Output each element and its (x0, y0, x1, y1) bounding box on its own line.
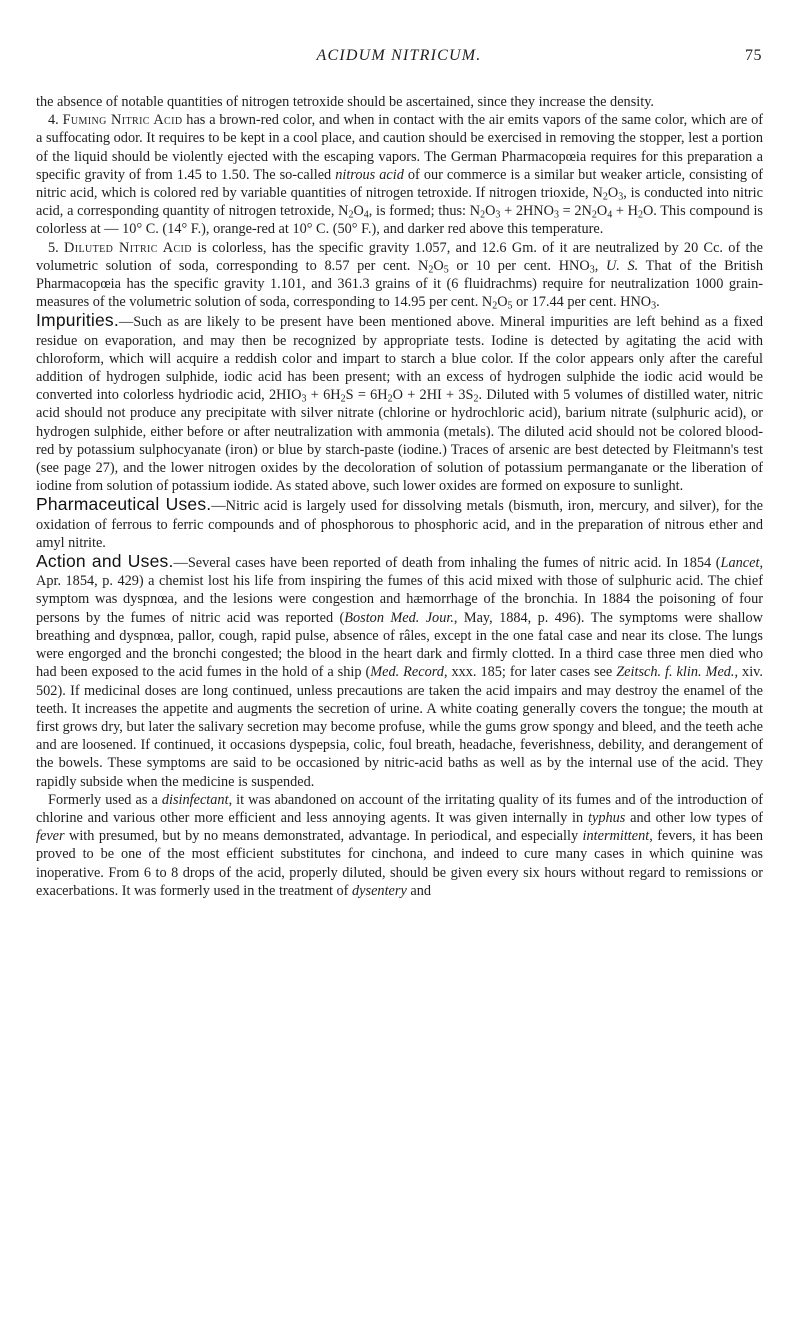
italic-text: Lancet (720, 555, 760, 572)
paragraph-p6 (36, 791, 763, 900)
italic-text: typhus (588, 809, 626, 826)
text-run: , xxx. 185; for later cases see (443, 664, 617, 681)
text-run: has a brown-red color, and when in contact with the air emits vapors of the same color, which are of a suffocating odor. It requires to be kept in a cool place, and caution should be exercised in removing the stopper, lest a portion of the liquid should be violently ejected with the escaping vapors. The German Pharmacopœia requires for this preparation a specific gravity of from 1.45 to 1.50. The so-called (36, 112, 763, 183)
text-run: or 10 per cent. HNO (448, 257, 590, 274)
text-run: and other low types of (625, 809, 763, 826)
text-run: the absence of notable quantities of nitrogen tetroxide should be ascertained, since they increase the density. (36, 94, 654, 110)
text-run: is colorless, has the specific gravity 1.057, and 12.6 Gm. of it are neutralized by 20 Cc. of the volumetric solution of soda, corresponding to 8.57 per cent. N (36, 239, 763, 274)
subscript: 5 (443, 264, 449, 276)
italic-text: Zeitsch. f. klin. Med. (616, 664, 735, 681)
section-heading: Action and Uses. (36, 551, 174, 572)
text-run: O (485, 203, 496, 220)
text-run: 4. (48, 112, 63, 129)
text-run: O. This compound is colorless at — 10° C. (14° F.), orange-red at 10° C. (50° F.), and darker red above this temperature. (36, 203, 763, 238)
subscript: 3 (301, 393, 307, 405)
text-run: of our commerce is a similar but weaker article, consisting of nitric acid, which is colored red by variable quantities of nitrogen tetroxide. If nitrogen trioxide, N (36, 166, 763, 202)
text-run: 5. (48, 239, 65, 256)
text-run: and (406, 882, 432, 899)
text-run: with presumed, but by no means demonstrated, advantage. In periodical, and especially (64, 828, 583, 845)
subscript: 4 (607, 209, 613, 221)
subscript: 4 (363, 209, 369, 221)
text-run: + 2HNO (500, 203, 554, 220)
subscript: 2 (473, 393, 479, 405)
small-caps-title: Fuming Nitric Acid (62, 112, 183, 129)
paragraph-p4 (36, 495, 763, 552)
paragraph-p1 (36, 111, 763, 238)
paragraph-p5 (36, 552, 763, 791)
subscript: 2 (602, 191, 608, 203)
text-run: O (497, 294, 508, 311)
text-run: S = 6H (345, 387, 388, 404)
subscript: 2 (428, 264, 434, 276)
text-run: . Diluted with 5 volumes of distilled water, nitric acid should not produce any precipitate with silver nitrate (chlorine or hydrochloric acid), barium nitrate (sulphuric acid), or hydrogen sulphide, either before or after neutralization with ammonia (metals). The diluted acid should not be colored blood-red by potassium sulphocyanate (iron) or blue by starch-paste (iodine.) Traces of arsenic are best detected by Fleitmann's test (see page 27), and the lower nitrogen oxides by the decoloration of solution of potassium permanganate or the liberation of iodine from solution of potassium iodide. As stated above, such lower oxides are formed on exposure to sunlight. (36, 387, 763, 495)
text-run: Formerly used as a (48, 791, 162, 808)
italic-text: U. S. (605, 257, 639, 274)
text-run: —Several cases have been reported of death from inhaling the fumes of nitric acid. In 1854 ( (173, 555, 721, 572)
subscript: 3 (651, 300, 657, 312)
text-run: , xiv. 502). If medicinal doses are long continued, unless precautions are taken the acid impairs and may destroy the enamel of the teeth. It increases the appetite and augments the secretion of urine. A white coating generally covers the tongue; the mouth at first grows dry, but later the salivary secretion may become profuse, while the gums grow spongy and bleed, and the teeth ache and are loosened. If continued, it occasions dyspepsia, colic, foul breath, headache, feverishness, debility, and derangement of the bowels. These symptoms are said to be occasioned by nitric-acid baths as well as by the internal use of the acid. They rapidly subside when the medicine is suspended. (36, 664, 763, 790)
page-number: 75 (745, 47, 762, 64)
running-head (36, 47, 762, 69)
text-run: —Nitric acid is largely used for dissolving metals (bismuth, iron, mercury, and silver), for the oxidation of ferrous to ferric compounds and of phosphorous to phosphoric acid, and in the preparation of nitrous ether and amyl nitrite. (36, 498, 763, 551)
subscript: 3 (589, 264, 595, 276)
italic-text: dysentery (352, 882, 407, 899)
text-run: O (607, 185, 619, 202)
italic-text: intermittent (582, 828, 650, 845)
subscript: 5 (507, 300, 513, 312)
subscript: 2 (637, 209, 643, 221)
subscript: 3 (618, 191, 624, 203)
italic-text: disinfectant (161, 791, 229, 808)
text-run: , is formed; thus: N (368, 203, 481, 220)
italic-text: fever (36, 828, 65, 845)
text-run: , fevers, it has been proved to be one of the most efficient substitutes for cinchona, and indeed to cure many cases in which quinine was inoperative. From 6 to 8 drops of the acid, properly diluted, should be given every six hours without regard to remissions or exacerbations. It was formerly used in the treatment of (36, 828, 763, 899)
text-run: . (656, 294, 660, 311)
paragraph-p2 (36, 239, 763, 312)
text-run: , (594, 257, 606, 274)
text-run: , is conducted into nitric acid, a corresponding quantity of nitrogen tetroxide, N (36, 185, 764, 220)
subscript: 2 (492, 300, 498, 312)
text-run: That of the British Pharmacopœia has the specific gravity 1.101, and 361.3 grains of it (6 fluidrachms) require for neutralization 1000 grain-measures of the volumetric solution of soda, corresponding to 14.95 per cent. N (36, 257, 764, 311)
subscript: 2 (348, 209, 354, 221)
subscript: 2 (591, 209, 597, 221)
text-run: or 17.44 per cent. HNO (512, 294, 652, 311)
text-run: + H (612, 203, 638, 220)
text-run: , May, 1884, p. 496). The symptoms were shallow breathing and dyspnœa, pallor, cough, rapid pulse, absence of râles, except in the one fatal case and near its close. The lungs were engorged and the bronchi congested; the blood in the heart dark and firmly clotted. In a third case three men died who had been exposed to the acid fumes in the hold of a ship ( (36, 609, 763, 681)
subscript: 3 (553, 209, 559, 221)
text-run: O + 2HI + 3S (392, 387, 474, 404)
section-heading: Impurities. (36, 310, 119, 331)
subscript: 2 (340, 393, 346, 405)
section-heading: Pharmaceutical Uses. (36, 494, 212, 515)
text-run: = 2N (558, 203, 592, 220)
paragraph-p0 (36, 93, 763, 111)
subscript: 2 (480, 209, 486, 221)
subscript: 3 (495, 209, 501, 221)
text-run: —Such as are likely to be present have been mentioned above. Mineral impurities are left behind as a fixed residue on evaporation, and may then be recognized by appropriate tests. Iodine is detected by agitating the acid with chloroform, which will acquire a reddish color and impart to starch a blue color. If the color appears only after the careful addition of hydrogen sulphide, iodic acid has been present; with an excess of hydrogen sulphide the iodic acid would be converted into colorless hydriodic acid, 2HIO (36, 314, 763, 404)
text-run: O (433, 257, 444, 274)
body-text (36, 93, 763, 900)
italic-text: Boston Med. Jour. (344, 609, 454, 626)
italic-text: nitrous acid (335, 166, 404, 183)
text-run: + 6H (306, 387, 341, 404)
text-run: O (596, 203, 608, 220)
text-run: O (353, 203, 364, 220)
italic-text: Med. Record (370, 664, 444, 681)
subscript: 2 (387, 393, 393, 405)
paragraph-p3 (36, 311, 763, 495)
text-run: , it was abandoned on account of the irritating quality of its fumes and of the introduction of chlorine and various other more efficient and less annoying agents. It was given internally in (36, 791, 763, 826)
running-title: ACIDUM NITRICUM. (316, 47, 482, 64)
small-caps-title: Diluted Nitric Acid (64, 239, 192, 256)
text-run: , Apr. 1854, p. 429) a chemist lost his life from inspiring the fumes of this acid mixed with those of sulphuric acid. The chief symptom was dyspnœa, and the lesions were congestion and hæmorrhage of the bronchia. In 1884 the poisoning of four persons by the fumes of nitric acid was reported ( (36, 555, 764, 626)
